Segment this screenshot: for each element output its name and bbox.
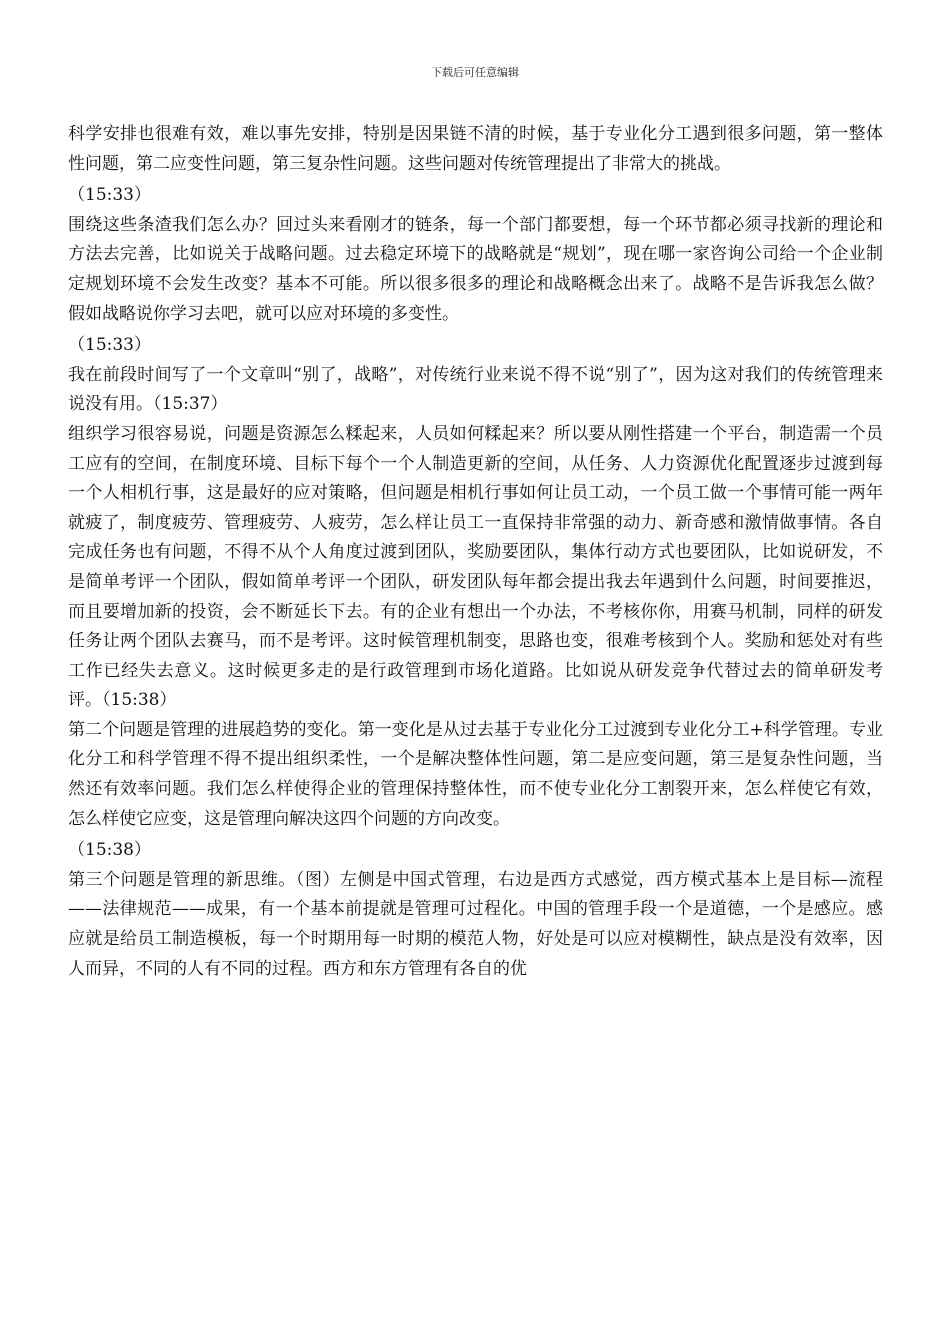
paragraph: 我在前段时间写了一个文章叫“别了，战略”，对传统行业来说不得不说“别了”，因为这对我们的传统管理来说没有用。（15:37） xyxy=(68,364,883,415)
document-body xyxy=(68,120,883,984)
timestamp: （15:33） xyxy=(68,335,151,356)
page-header: 下载后可任意编辑 xyxy=(431,66,519,79)
timestamp: （15:38） xyxy=(68,840,151,861)
paragraph: 第二个问题是管理的进展趋势的变化。第一变化是从过去基于专业化分工过渡到专业化分工+科学管理。专业化分工和科学管理不得不提出组织柔性，一个是解决整体性问题，第二是应变问题，第三是复杂性问题，当然还有效率问题。我们怎么样使得企业的管理保持整体性，而不使专业化分工割裂开来，怎么样使它有效，怎么样使它应变，这是管理向解决这四个问题的方向改变。 xyxy=(68,719,883,829)
paragraph: 科学安排也很难有效，难以事先安排，特别是因果链不清的时候，基于专业化分工遇到很多问题，第一整体性问题，第二应变性问题，第三复杂性问题。这些问题对传统管理提出了非常大的挑战。 xyxy=(68,124,883,174)
timestamp: （15:33） xyxy=(68,185,151,206)
paragraph: 第三个问题是管理的新思维。（图）左侧是中国式管理，右边是西方式感觉，西方模式基本上是目标—流程——法律规范——成果，有一个基本前提就是管理可过程化。中国的管理手段一个是道德，一个是感应。感应就是给员工制造模板，每一个时期用每一时期的模范人物，好处是可以应对模糊性，缺点是没有效率，因人而异，不同的人有不同的过程。西方和东方管理有各自的优 xyxy=(68,869,883,979)
paragraph: 围绕这些条渣我们怎么办？回过头来看刚才的链条，每一个部门都要想，每一个环节都必须寻找新的理论和方法去完善，比如说关于战略问题。过去稳定环境下的战略就是“规划”，现在哪一家咨询公司给一个企业制定规划环境不会发生改变？基本不可能。所以很多很多的理论和战略概念出来了。战略不是告诉我怎么做？假如战略说你学习去吧，就可以应对环境的多变性。 xyxy=(68,214,883,324)
paragraph: 组织学习很容易说，问题是资源怎么糅起来，人员如何糅起来？所以要从刚性搭建一个平台，制造需一个员工应有的空间，在制度环境、目标下每个一个人制造更新的空间，从任务、人力资源优化配置逐步过渡到每一个人相机行事，这是最好的应对策略，但问题是相机行事如何让员工动，一个员工做一个事情可能一两年就疲了，制度疲劳、管理疲劳、人疲劳，怎么样让员工一直保持非常强的动力、新奇感和激情做事情。各自完成任务也有问题，不得不从个人角度过渡到团队，奖励要团队，集体行动方式也要团队，比如说研发，不是简单考评一个团队，假如简单考评一个团队，研发团队每年都会提出我去年遇到什么问题，时间要推迟，而且要增加新的投资，会不断延长下去。有的企业有想出一个办法，不考核你你，用赛马机制，同样的研发任务让两个团队去赛马，而不是考评。这时候管理机制变，思路也变，很难考核到个人。奖励和惩处对有些工作已经失去意义。这时候更多走的是行政管理到市场化道路。比如说从研发竞争代替过去的简单研发考评。（15:38） xyxy=(68,423,883,711)
